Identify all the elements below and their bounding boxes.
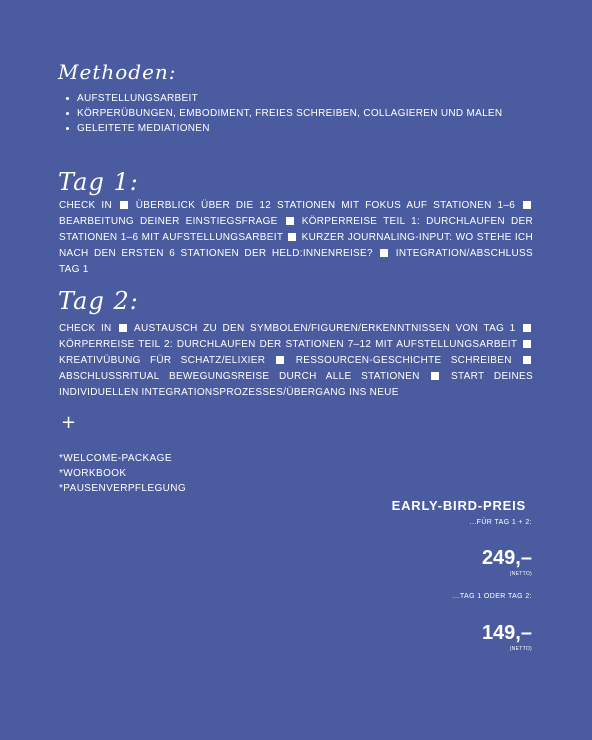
agenda-item: ABSCHLUSSRITUAL BEWEGUNGSREISE DURCH ALLE STATIONEN	[59, 371, 420, 382]
methods-list	[64, 91, 502, 136]
agenda-item: RESSOURCEN-GESCHICHTE SCHREIBEN	[295, 355, 512, 366]
extras-list	[59, 451, 186, 496]
square-bullet-icon	[120, 201, 128, 209]
square-bullet-icon	[523, 201, 531, 209]
agenda-item: KURZER JOURNALING-INPUT: WO STEHE ICH NACH DEN ERSTEN 6 STATIONEN DER HELD:INNENREISE?	[59, 232, 533, 259]
agenda-item: CHECK IN	[59, 323, 112, 334]
pricing-title: EARLY-BIRD-PREIS	[391, 498, 526, 513]
agenda-item: KREATIVÜBUNG FÜR SCHATZ/ELIXIER	[59, 355, 266, 366]
methods-list-item: KÖRPERÜBUNGEN, EMBODIMENT, FREIES SCHREIBEN, COLLAGIEREN UND MALEN	[64, 106, 502, 121]
offer-net-note: (NETTO)	[509, 571, 532, 577]
plus-icon: +	[61, 412, 77, 433]
agenda-item: START DEINES INDIVIDUELLEN INTEGRATIONSPROZESSES/ÜBERGANG INS NEUE	[59, 371, 533, 398]
agenda-item: KÖRPERREISE TEIL 2: DURCHLAUFEN DER STATIONEN 7–12 MIT AUFSTELLUNGSARBEIT	[59, 339, 518, 350]
offer-label: ...TAG 1 ODER TAG 2:	[452, 593, 532, 600]
offer-price: 149,–	[481, 622, 532, 644]
extras-item: *PAUSENVERPFLEGUNG	[59, 483, 187, 494]
extras-item: *WORKBOOK	[59, 468, 127, 479]
square-bullet-icon	[119, 324, 127, 332]
square-bullet-icon	[276, 356, 284, 364]
square-bullet-icon	[523, 324, 531, 332]
offer-net-note: (NETTO)	[509, 646, 532, 652]
day2-agenda	[59, 321, 533, 401]
methods-list-item: GELEITETE MEDIATIONEN	[64, 121, 502, 136]
methods-list-item: AUFSTELLUNGSARBEIT	[64, 91, 502, 106]
agenda-item: ÜBERBLICK ÜBER DIE 12 STATIONEN MIT FOKUS AUF STATIONEN 1–6	[135, 200, 516, 211]
agenda-item: KÖRPERREISE TEIL 1: DURCHLAUFEN DER STATIONEN 1–6 MIT AUFSTELLUNGSARBEIT	[59, 216, 533, 243]
pricing-section	[312, 497, 532, 653]
square-bullet-icon	[523, 356, 531, 364]
day2-heading: Tag 2:	[58, 287, 139, 315]
extras-item: *WELCOME-PACKAGE	[59, 453, 172, 464]
agenda-item: BEARBEITUNG DEINER EINSTIEGSFRAGE	[59, 216, 278, 227]
offer-label: ...FÜR TAG 1 + 2:	[469, 519, 532, 526]
square-bullet-icon	[286, 217, 294, 225]
agenda-item: AUSTAUSCH ZU DEN SYMBOLEN/FIGUREN/ERKENNTNISSEN VON TAG 1	[133, 323, 516, 334]
agenda-item: INTEGRATION/ABSCHLUSS TAG 1	[59, 248, 533, 275]
day1-agenda	[59, 198, 533, 278]
square-bullet-icon	[288, 233, 296, 241]
square-bullet-icon	[523, 340, 531, 348]
agenda-item: CHECK IN	[59, 200, 112, 211]
square-bullet-icon	[380, 249, 388, 257]
square-bullet-icon	[431, 372, 439, 380]
methods-heading: Methoden:	[58, 60, 177, 84]
day1-heading: Tag 1:	[58, 168, 139, 196]
offer-price: 249,–	[481, 547, 532, 569]
